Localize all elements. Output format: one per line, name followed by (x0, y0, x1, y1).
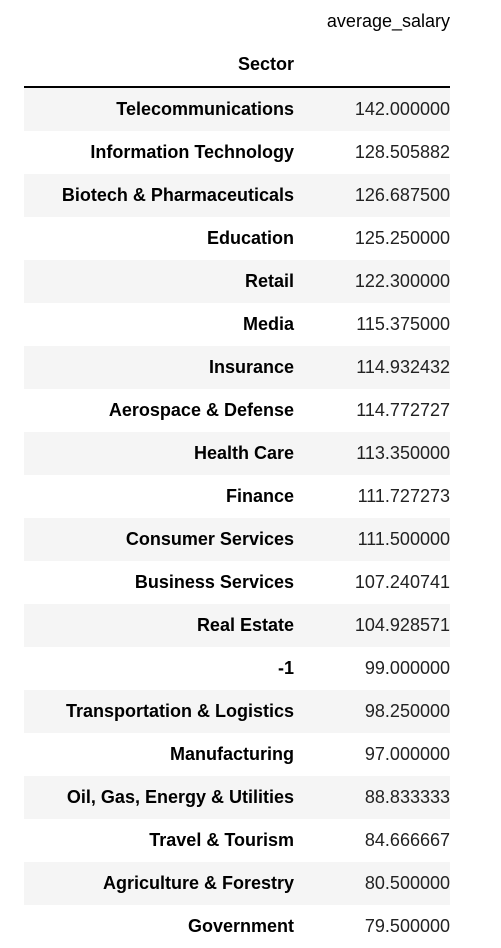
index-name-blank-cell (294, 43, 450, 87)
row-index-sector: Manufacturing (170, 744, 294, 764)
row-average-salary: 98.250000 (364, 701, 450, 721)
table-header (24, 0, 450, 87)
row-average-salary: 125.250000 (354, 228, 450, 248)
salary-by-sector-table (24, 0, 450, 948)
table-row (24, 862, 450, 905)
row-average-salary: 79.500000 (364, 916, 450, 936)
row-index-sector: Consumer Services (125, 529, 294, 549)
table-row (24, 475, 450, 518)
table-row (24, 819, 450, 862)
row-index-sector: -1 (277, 658, 294, 678)
row-average-salary: 104.928571 (354, 615, 450, 635)
table-row (24, 217, 450, 260)
table-row (24, 432, 450, 475)
table-row (24, 389, 450, 432)
row-index-sector: Finance (225, 486, 294, 506)
row-average-salary: 80.500000 (364, 873, 450, 893)
table-row (24, 604, 450, 647)
table-row (24, 561, 450, 604)
row-average-salary: 115.375000 (356, 314, 450, 334)
row-average-salary: 84.666667 (364, 830, 450, 850)
row-index-sector: Oil, Gas, Energy & Utilities (66, 787, 294, 807)
row-index-sector: Biotech & Pharmaceuticals (61, 185, 294, 205)
row-average-salary: 142.000000 (354, 99, 450, 119)
row-average-salary: 122.300000 (354, 271, 450, 291)
table-row (24, 518, 450, 561)
row-average-salary: 114.932432 (356, 357, 450, 377)
row-index-sector: Health Care (193, 443, 294, 463)
table-row (24, 733, 450, 776)
row-index-sector: Travel & Tourism (149, 830, 294, 850)
row-index-sector: Information Technology (90, 142, 294, 162)
row-index-sector: Aerospace & Defense (108, 400, 294, 420)
index-name-sector: Sector (24, 43, 294, 87)
row-index-sector: Education (206, 228, 294, 248)
row-index-sector: Insurance (208, 357, 294, 377)
row-average-salary: 111.500000 (357, 529, 450, 549)
table-row (24, 87, 450, 131)
table-body (24, 87, 450, 948)
row-average-salary: 114.772727 (356, 400, 450, 420)
row-index-sector: Media (242, 314, 294, 334)
row-average-salary: 113.350000 (356, 443, 450, 463)
table-row (24, 776, 450, 819)
row-index-sector: Retail (244, 271, 294, 291)
row-average-salary: 88.833333 (364, 787, 450, 807)
column-header-average-salary: average_salary (326, 11, 450, 31)
row-average-salary: 126.687500 (354, 185, 450, 205)
row-index-sector: Real Estate (196, 615, 294, 635)
row-index-sector: Government (187, 916, 294, 936)
table-row (24, 647, 450, 690)
row-average-salary: 99.000000 (364, 658, 450, 678)
table-row (24, 346, 450, 389)
header-blank-cell (24, 0, 294, 43)
table-row (24, 303, 450, 346)
table-row (24, 131, 450, 174)
row-average-salary: 97.000000 (364, 744, 450, 764)
table-row (24, 905, 450, 948)
row-index-sector: Business Services (134, 572, 294, 592)
table-row (24, 260, 450, 303)
row-index-sector: Telecommunications (116, 99, 294, 119)
row-index-sector: Transportation & Logistics (65, 701, 294, 721)
row-index-sector: Agriculture & Forestry (102, 873, 294, 893)
index-name-row (24, 43, 450, 87)
row-average-salary: 111.727273 (357, 486, 450, 506)
row-average-salary: 128.505882 (354, 142, 450, 162)
table-row (24, 174, 450, 217)
table-row (24, 690, 450, 733)
row-average-salary: 107.240741 (354, 572, 450, 592)
column-header-row (24, 0, 450, 43)
